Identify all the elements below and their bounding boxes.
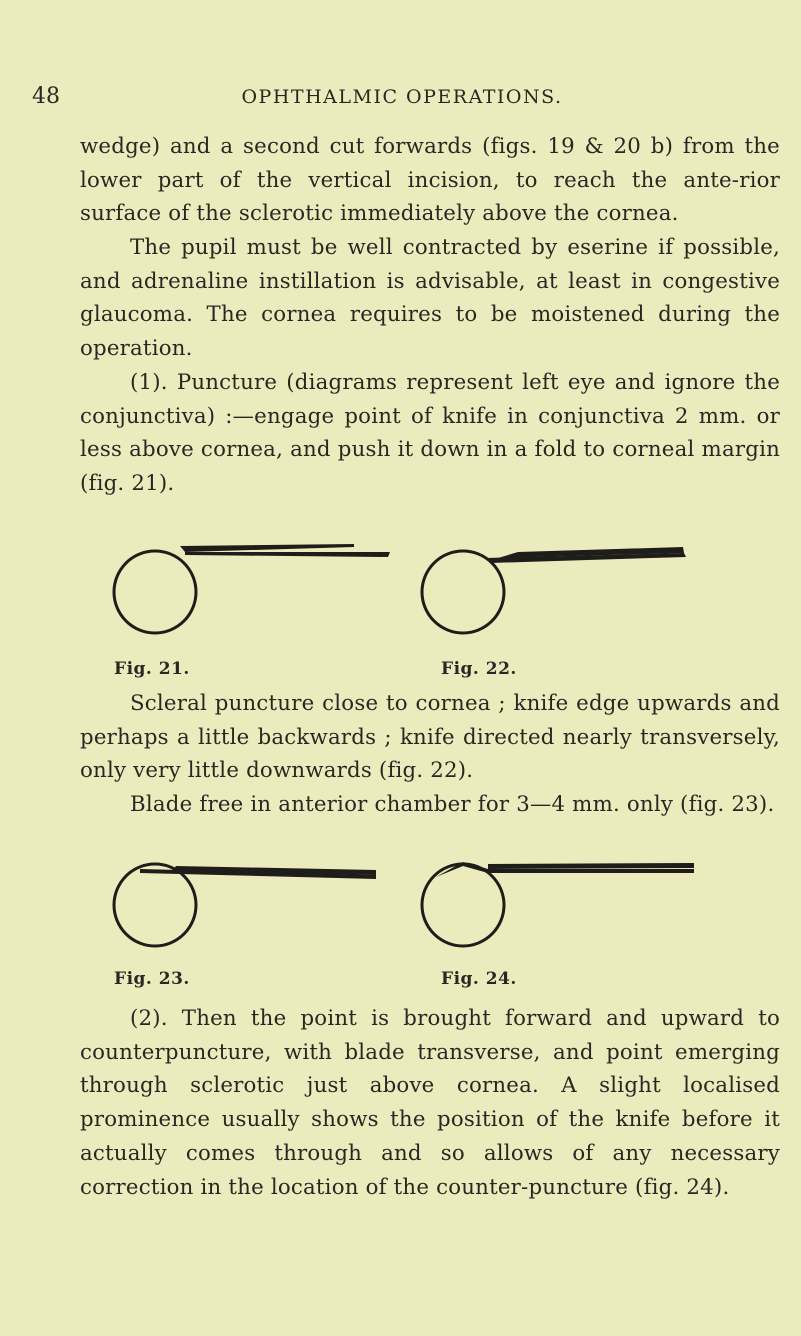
knife-edge	[180, 544, 354, 552]
cornea-circle	[422, 551, 504, 633]
figure-24-diagram	[418, 855, 718, 965]
figure-24-caption: Fig. 24.	[441, 969, 517, 989]
paragraph-4: Scleral puncture close to cornea ; knife edge upwards and perhaps a little backwards ; knife directed nearly transversely, only very little downwards (fig. 22).	[80, 691, 780, 784]
cornea-circle	[114, 551, 196, 633]
page-header	[32, 84, 772, 114]
cornea-circle	[422, 864, 504, 946]
paragraph-6: (2). Then the point is brought forward and upward to counterpuncture, with blade transverse, and point emerging through sclerotic just above cornea. A slight localised prominence usually shows the position of the knife before it actually comes through and so allows of any necessary correction in the location of the counter-puncture (fig. 24).	[80, 1006, 780, 1200]
figure-21-caption: Fig. 21.	[114, 659, 190, 679]
page-number: 48	[32, 84, 60, 109]
figure-22-caption: Fig. 22.	[441, 659, 517, 679]
cornea-circle	[114, 864, 196, 946]
figure-21-diagram	[110, 525, 390, 655]
paragraph-2: The pupil must be well contracted by eserine if possible, and adrenaline instillation is advisable, at least in congestive glaucoma. The cornea requires to be moistened during the operation.	[80, 235, 780, 362]
figure-23-diagram	[110, 855, 410, 965]
paragraph-3: (1). Puncture (diagrams represent left eye and ignore the conjunctiva) :—engage point of knife in conjunctiva 2 mm. or less above cornea, and push it down in a fold to corneal margin (fig. 21).	[80, 370, 780, 497]
running-title: OPHTHALMIC OPERATIONS.	[241, 86, 563, 108]
paragraph-1: wedge) and a second cut forwards (figs. 19 & 20 b) from the lower part of the vertical incision, to reach the ante-rior surface of the sclerotic immediately above the cornea.	[80, 134, 780, 227]
figure-22-diagram	[418, 525, 708, 655]
knife-edge	[488, 863, 694, 869]
paragraph-5: Blade free in anterior chamber for 3—4 mm. only (fig. 23).	[130, 792, 775, 817]
knife-blade	[185, 552, 390, 557]
figure-23-caption: Fig. 23.	[114, 969, 190, 989]
